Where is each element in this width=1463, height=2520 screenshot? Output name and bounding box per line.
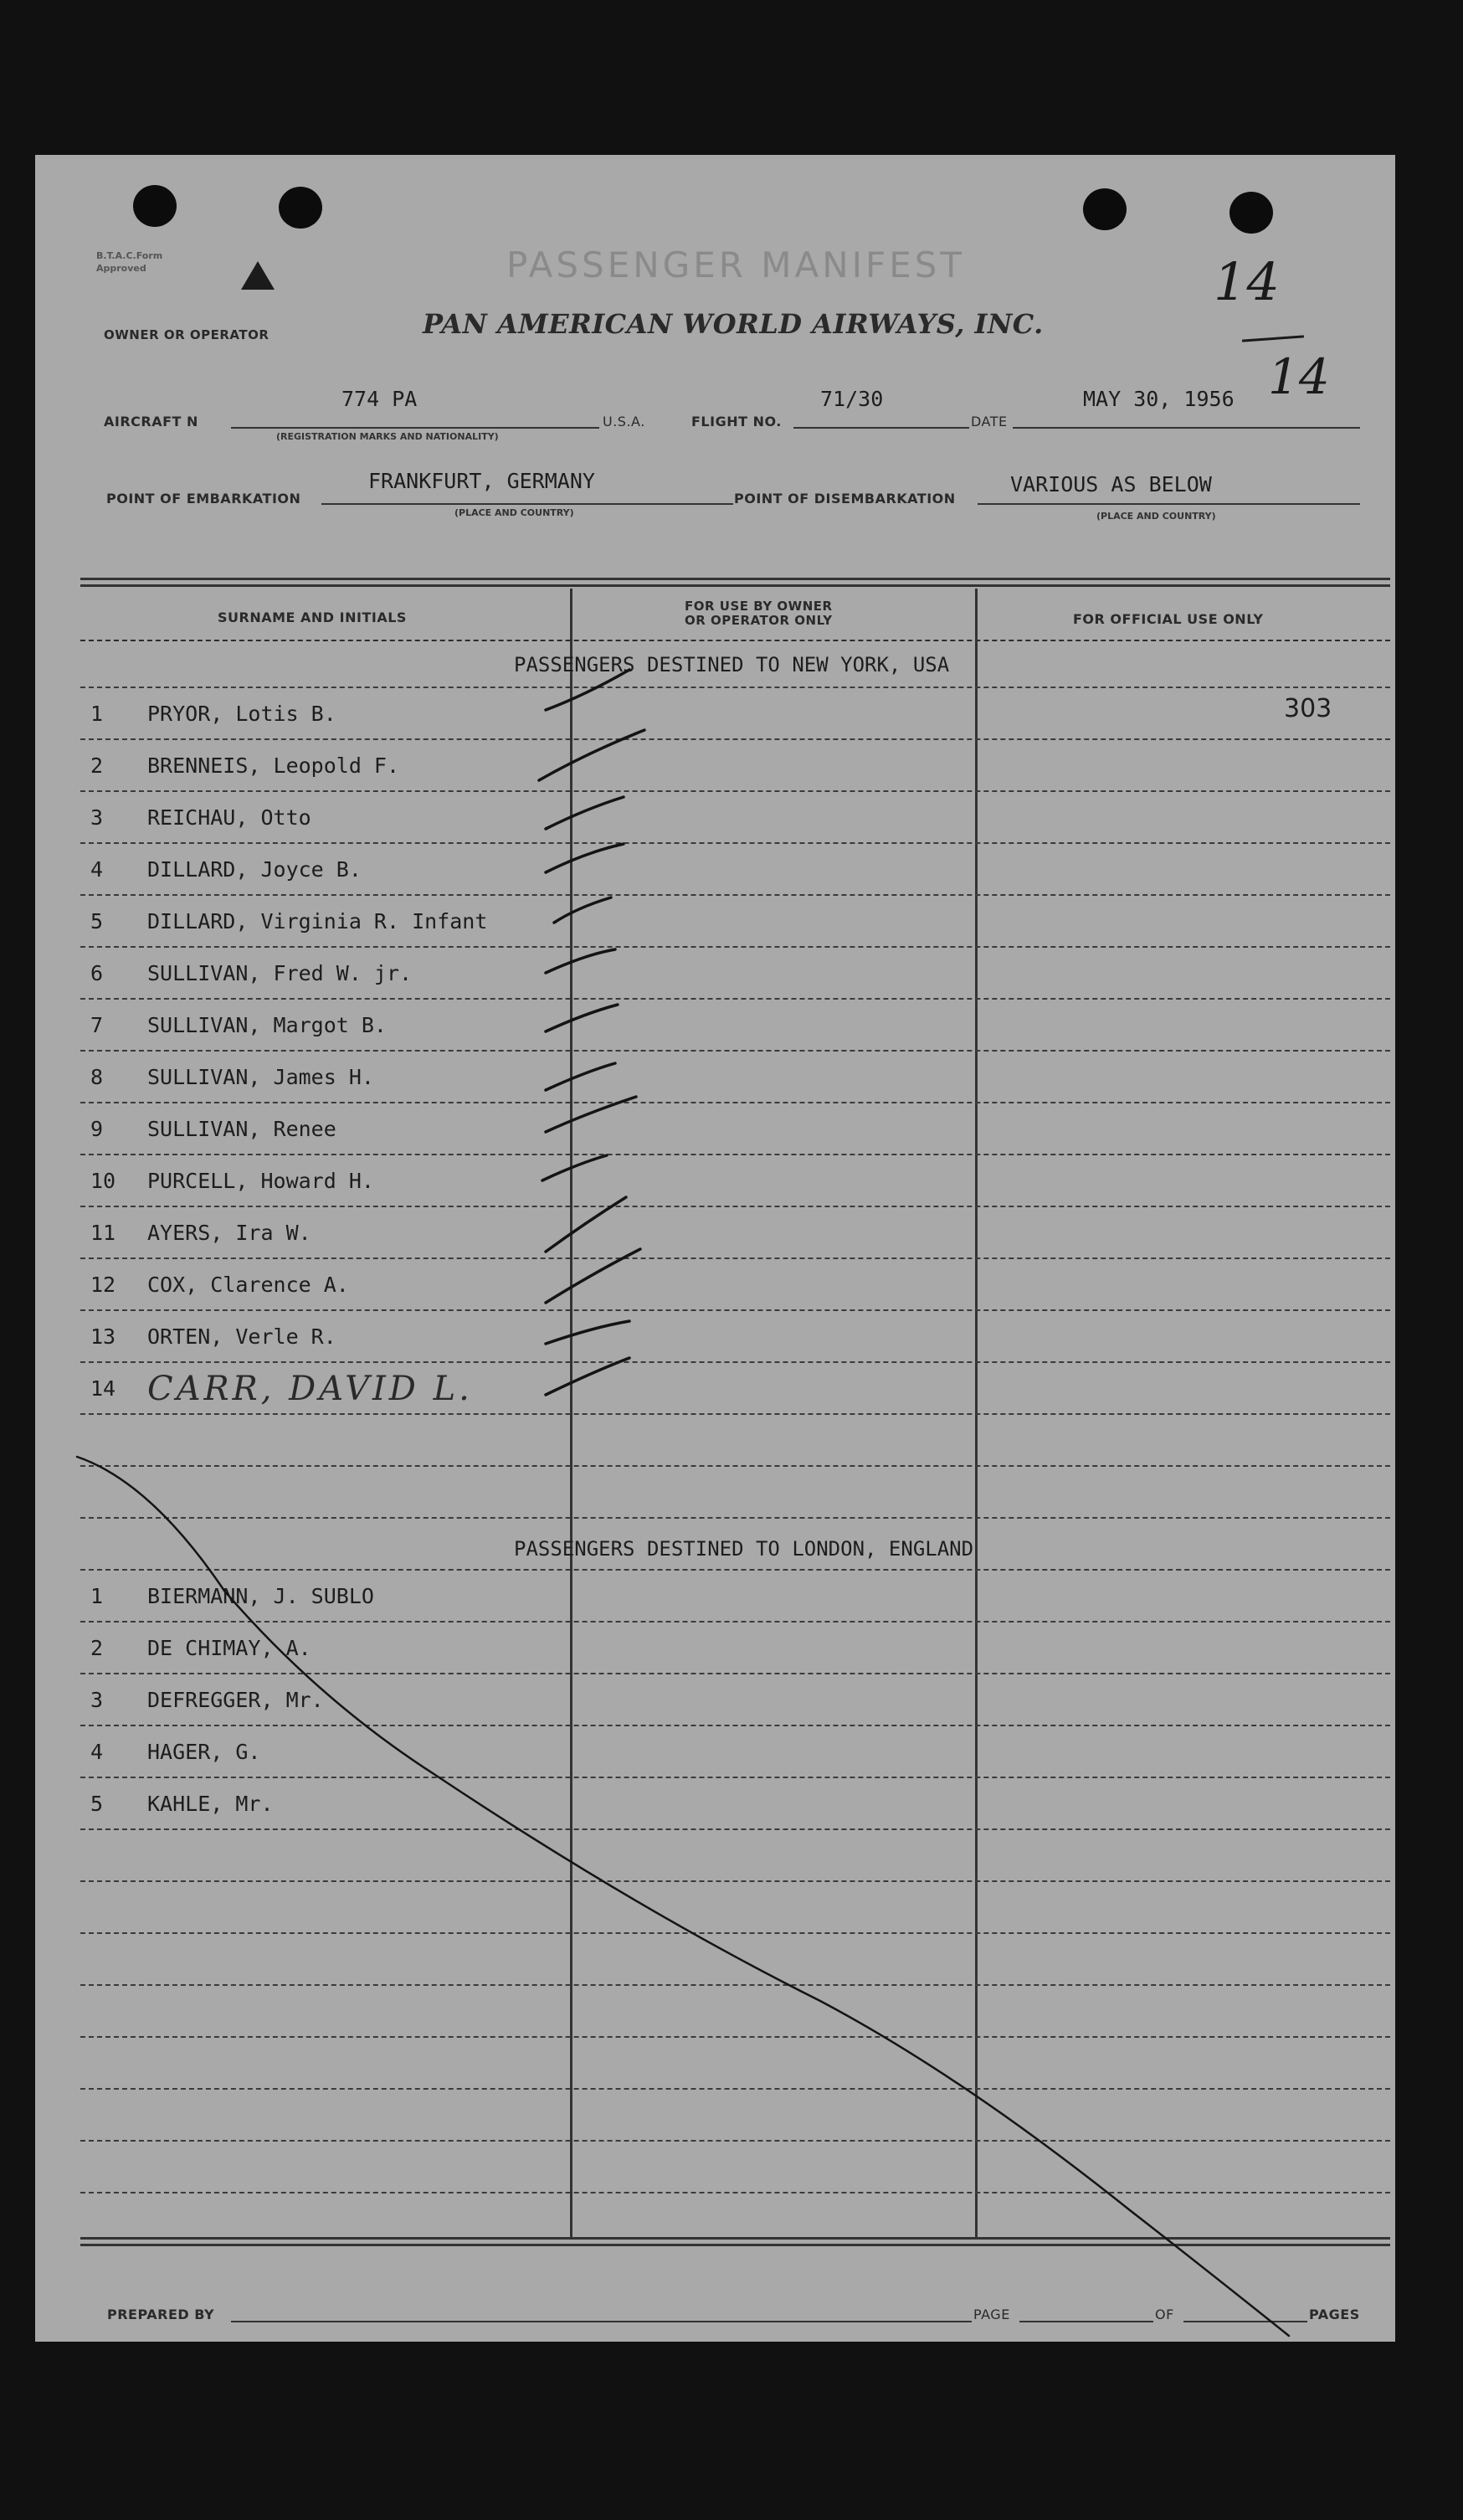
row-rule [80,1413,1390,1415]
row-number: 2 [90,1636,104,1660]
section-heading-london: PASSENGERS DESTINED TO LONDON, ENGLAND [514,1537,974,1561]
embarkation-value: FRANKFURT, GERMANY [368,469,595,493]
row-rule [80,1257,1390,1259]
row-rule [80,2036,1390,2038]
row-rule [80,1154,1390,1155]
prepared-by-underline [231,2321,972,2322]
row-number: 5 [90,909,104,933]
embarkation-underline [321,503,733,505]
aircraft-value: 774 PA [341,387,418,411]
row-number: 7 [90,1013,104,1037]
row-rule [80,1517,1390,1519]
row-rule [80,1673,1390,1674]
row-rule [80,1206,1390,1207]
row-number: 13 [90,1324,116,1349]
column-header-owner-line1: FOR USE BY OWNER [685,599,833,614]
manifest-title: PASSENGER MANIFEST [506,244,966,285]
row-rule [80,1828,1390,1830]
table-top-rule-1 [80,578,1390,580]
section-heading-new-york: PASSENGERS DESTINED TO NEW YORK, USA [514,653,950,676]
passenger-name: DILLARD, Virginia R. Infant [147,909,488,933]
passenger-name: COX, Clarence A. [147,1273,349,1297]
row-number: 6 [90,961,104,985]
row-rule [80,1361,1390,1363]
passenger-name: PURCELL, Howard H. [147,1169,374,1193]
place-caption-disembark: (PLACE AND COUNTRY) [1096,511,1216,522]
page-label: PAGE [973,2307,1010,2322]
date-label: DATE [971,414,1008,429]
passenger-name: ORTEN, Verle R. [147,1324,336,1349]
row-rule [80,1309,1390,1311]
row-number: 11 [90,1221,116,1245]
date-underline [1013,427,1360,429]
row-number: 1 [90,702,104,726]
row-rule [80,1465,1390,1467]
passenger-name: BRENNEIS, Leopold F. [147,753,400,778]
passenger-name: AYERS, Ira W. [147,1221,311,1245]
row-number: 12 [90,1273,116,1297]
row-number: 14 [90,1376,116,1401]
column-header-owner-line2: OR OPERATOR ONLY [685,613,833,628]
row-number: 8 [90,1065,104,1089]
row-number: 9 [90,1117,104,1141]
passenger-name: HAGER, G. [147,1740,261,1764]
row-rule [80,1621,1390,1623]
passenger-name: DE CHIMAY, A. [147,1636,311,1660]
row-rule [80,687,1390,688]
aircraft-label: AIRCRAFT N [104,414,198,429]
passenger-name: SULLIVAN, James H. [147,1065,374,1089]
column-header-official: FOR OFFICIAL USE ONLY [1073,611,1264,627]
page-underline [1019,2321,1153,2322]
table-bottom-rule-2 [80,2244,1390,2246]
of-label: OF [1155,2307,1174,2322]
row-rule [80,2192,1390,2193]
embarkation-label: POINT OF EMBARKATION [106,491,301,507]
prepared-by-label: PREPARED BY [107,2307,215,2322]
row-rule [80,2088,1390,2090]
airline-name: PAN AMERICAN WORLD AIRWAYS, INC. [423,308,1044,340]
passenger-name: REICHAU, Otto [147,805,311,830]
passenger-name: BIERMANN, J. SUBLO [147,1584,374,1608]
handwritten-page-number-bottom: 14 [1268,348,1330,405]
handwritten-page-number-top: 14 [1214,251,1280,312]
of-underline [1183,2321,1307,2322]
row-rule [80,1569,1390,1571]
passenger-name: SULLIVAN, Margot B. [147,1013,387,1037]
approval-stamp [96,249,162,275]
registration-caption: (REGISTRATION MARKS AND NATIONALITY) [276,431,499,442]
row-rule [80,1777,1390,1778]
row-rule [80,1725,1390,1726]
punch-hole-1 [133,185,177,227]
official-use-note: 303 [1284,694,1332,723]
row-rule [80,842,1390,844]
usa-label: U.S.A. [603,414,645,429]
flight-value: 71/30 [820,387,884,411]
row-rule [80,2140,1390,2142]
disembarkation-label: POINT OF DISEMBARKATION [734,491,956,507]
row-number: 10 [90,1169,116,1193]
passenger-name: DEFREGGER, Mr. [147,1688,324,1712]
disembarkation-underline [978,503,1360,505]
punch-hole-3 [1083,188,1127,230]
row-number: 5 [90,1792,104,1816]
row-number: 1 [90,1584,104,1608]
place-caption-embark: (PLACE AND COUNTRY) [454,507,574,518]
flight-label: FLIGHT NO. [691,414,782,429]
passenger-name: SULLIVAN, Fred W. jr. [147,961,413,985]
stamp-line-1: B.T.A.C.Form [96,250,163,261]
row-rule [80,738,1390,740]
punch-hole-2 [279,187,322,229]
row-number: 4 [90,857,104,882]
row-number: 3 [90,1688,104,1712]
row-rule [80,790,1390,792]
column-header-surname: SURNAME AND INITIALS [218,609,407,625]
row-rule [80,1050,1390,1052]
row-rule [80,998,1390,1000]
passenger-name: PRYOR, Lotis B. [147,702,336,726]
punch-hole-4 [1229,192,1273,234]
row-rule [80,1932,1390,1934]
header-bottom-rule [80,640,1390,641]
stamp-triangle-mark [241,261,275,290]
disembarkation-value: VARIOUS AS BELOW [1010,472,1212,496]
row-number: 2 [90,753,104,778]
stamp-line-2: Approved [96,263,146,274]
passenger-name: SULLIVAN, Renee [147,1117,336,1141]
passenger-name-handwritten: CARR, DAVID L. [147,1370,473,1408]
row-number: 4 [90,1740,104,1764]
pages-label: PAGES [1309,2307,1360,2322]
row-rule [80,1984,1390,1986]
row-rule [80,1880,1390,1882]
date-value: MAY 30, 1956 [1083,387,1235,411]
row-rule [80,894,1390,896]
table-bottom-rule-1 [80,2237,1390,2240]
row-rule [80,946,1390,948]
passenger-name: KAHLE, Mr. [147,1792,274,1816]
row-number: 3 [90,805,104,830]
table-top-rule-2 [80,584,1390,587]
flight-underline [793,427,969,429]
owner-operator-label: OWNER OR OPERATOR [104,327,270,342]
passenger-name: DILLARD, Joyce B. [147,857,362,882]
aircraft-underline [231,427,599,429]
row-rule [80,1102,1390,1103]
